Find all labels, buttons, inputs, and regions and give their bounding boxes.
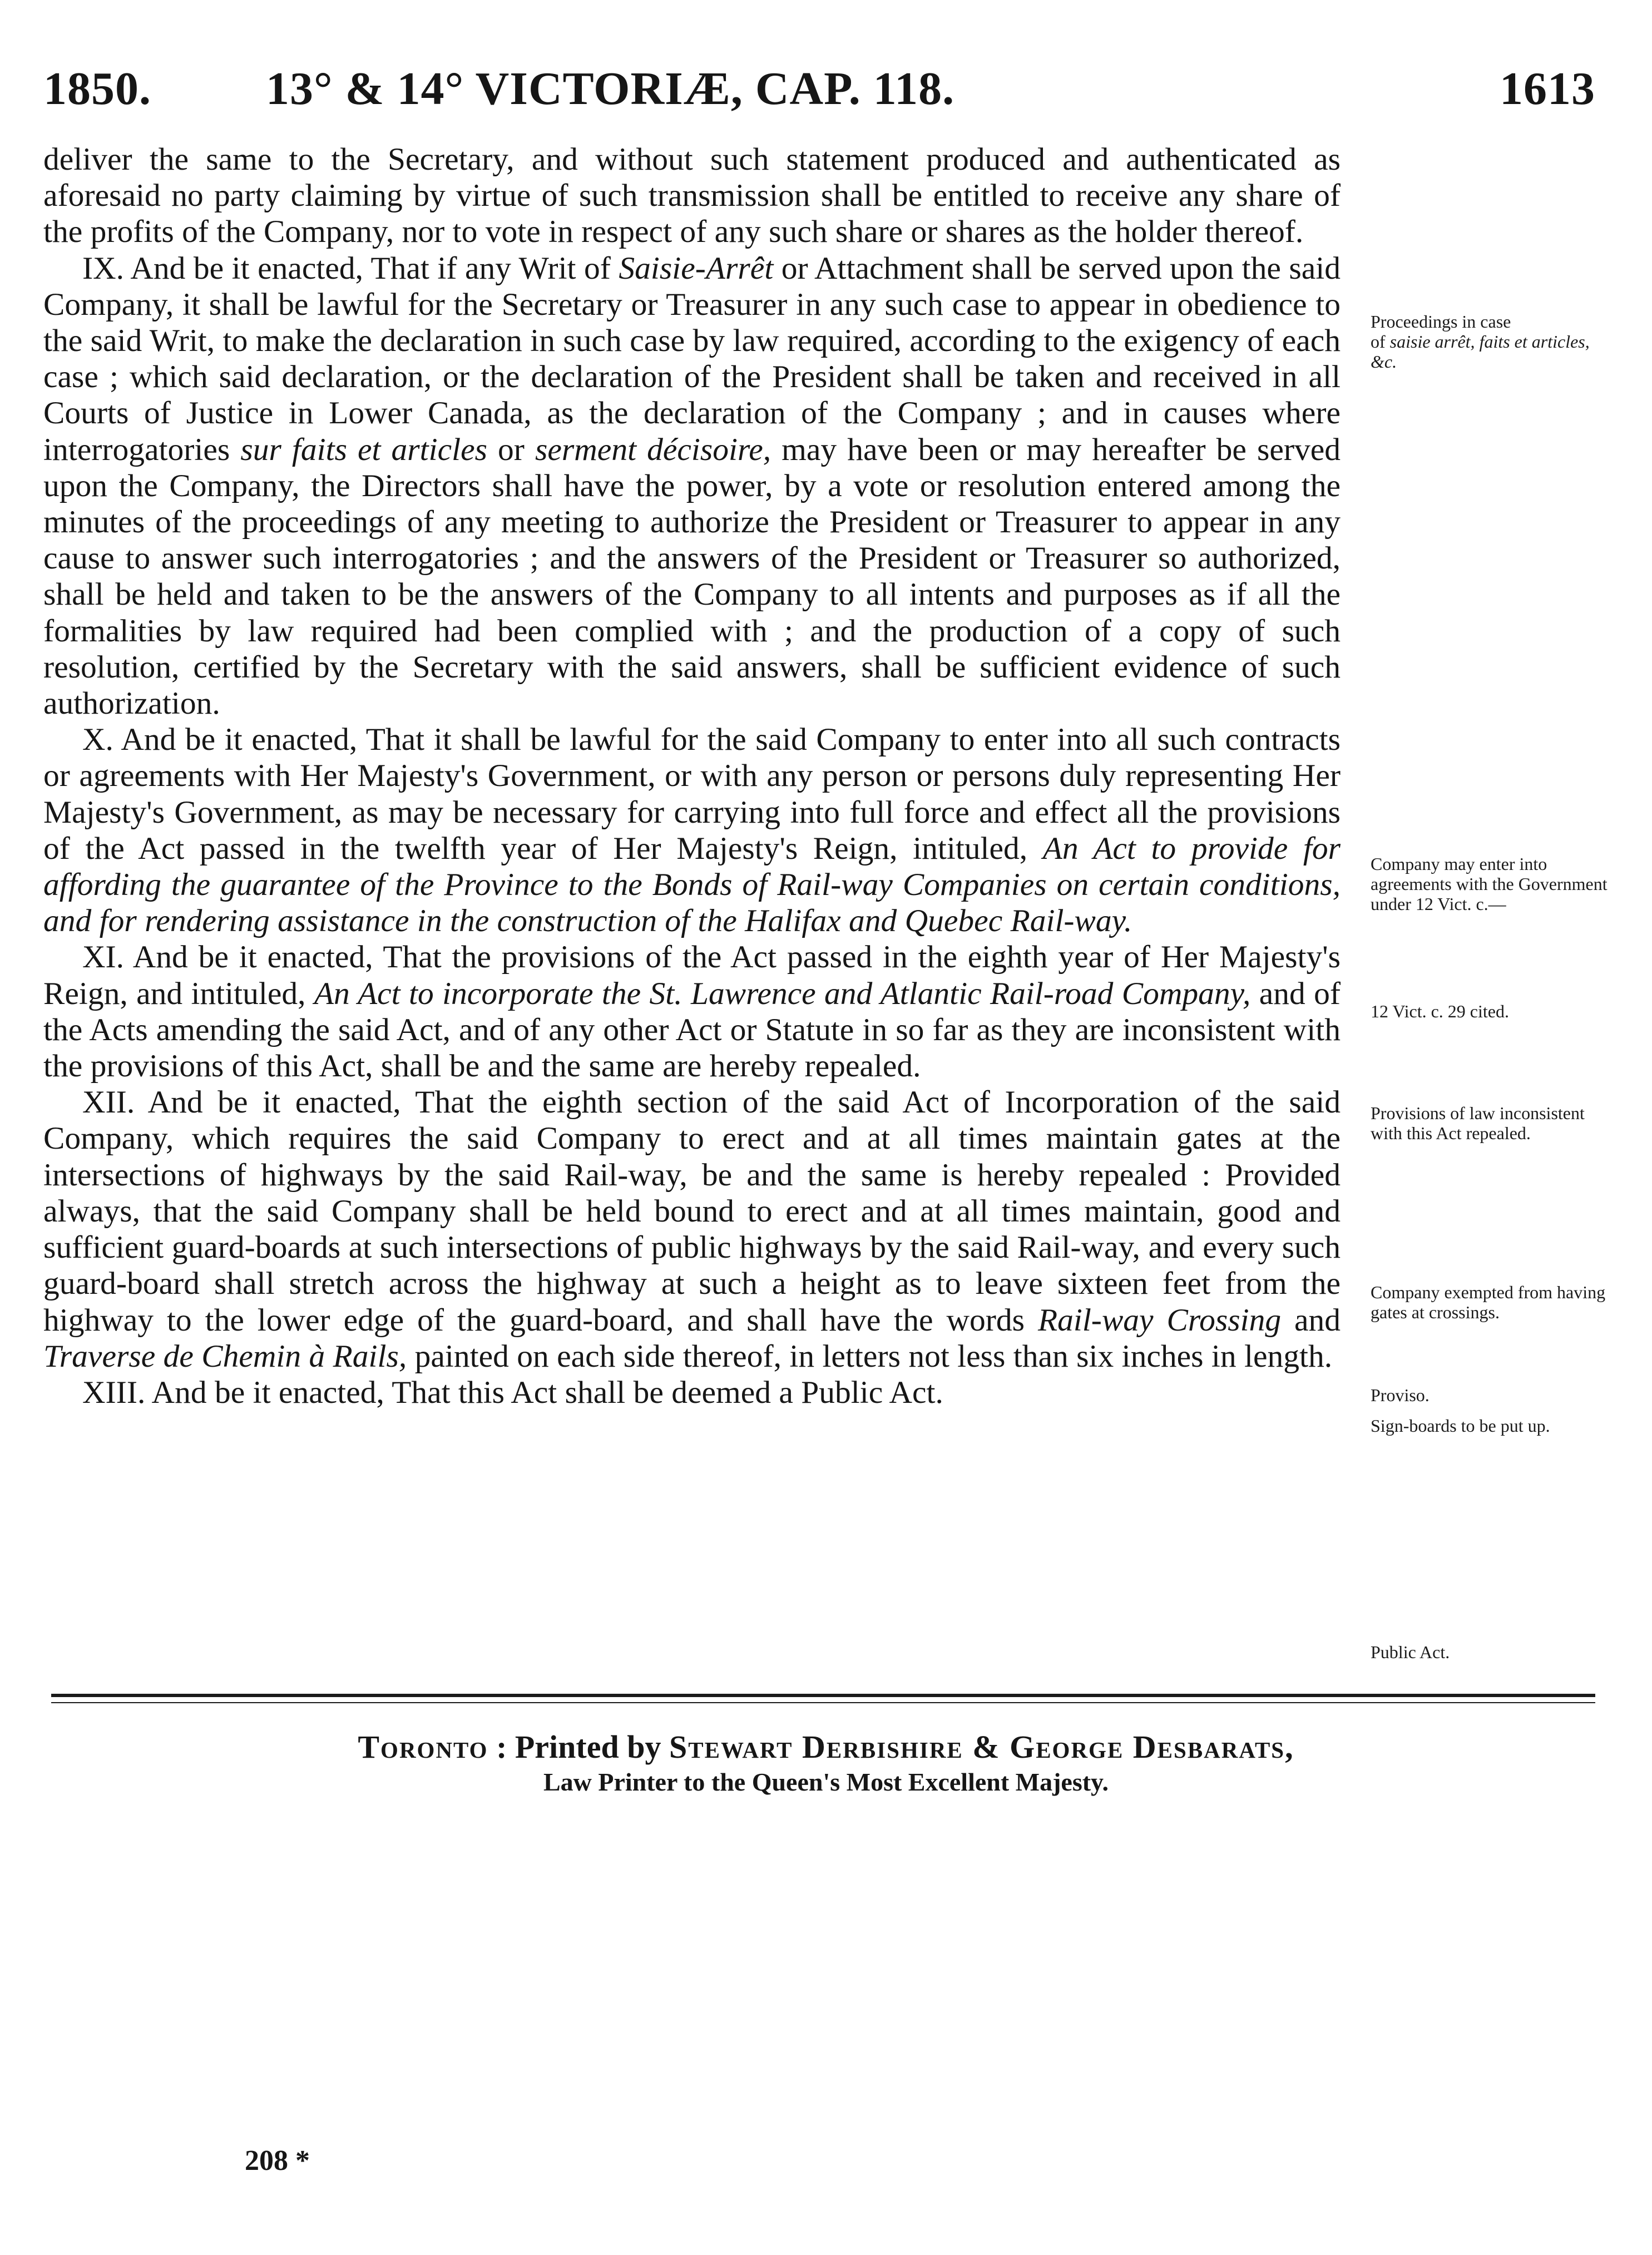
section-text: And be it enacted, That the provisions of the Act passed in the eighth year of Her Majesty's Reign, and intituled, bbox=[43, 939, 1341, 1011]
section-number: XII. bbox=[82, 1085, 135, 1120]
section-text: may have been or may hereafter be served upon the Company, the Directors shall have the power, by a vote or resolution entered among the minutes of the proceedings of any meeting to authorize the President or Treasurer to appear in any cause to answer such interrogatories ; and the answers of the President or Treasurer so authorized, shall be held and taken to be the answers of the Company to all intents and purposes as if all the formalities by law required had been complied with ; and the production of a copy of such resolution, certified by the Secretary with the said answers, shall be sufficient evidence of such authorization. bbox=[43, 432, 1341, 721]
running-head bbox=[43, 62, 1595, 116]
margin-note-proceedings bbox=[1371, 311, 1610, 372]
italic-term: Traverse de Chemin à Rails, bbox=[43, 1338, 407, 1374]
divider-rule-thick bbox=[51, 1694, 1595, 1697]
act-title: An Act to incorporate the St. Lawrence and Atlantic Rail-road Company, bbox=[314, 976, 1251, 1011]
section-text: And be it enacted, That it shall be lawful for the said Company to enter into all such contracts or agreements with Her Majesty's Government, or with any person or persons duly representing Her Majesty's Government, as may be necessary for carrying into full force and effect all the provisions of the Act passed in the twelfth year of Her Majesty's Reign, intituled, bbox=[43, 722, 1341, 866]
header-title: 13° & 14° VICTORIÆ, CAP. 118. bbox=[266, 63, 955, 115]
margin-note-cited: 12 Vict. c. 29 cited. bbox=[1371, 1001, 1509, 1021]
act-title: An Act to provide for affording the guarantee of the Province to the Bonds of Rail-way Companies on certain conditions, and for rendering assistance in the construction of the Halifax and Quebec Rail-way. bbox=[43, 830, 1341, 939]
section-number: XI. bbox=[82, 939, 125, 975]
signature-mark: 208 * bbox=[245, 2145, 310, 2177]
page-number: 1613 bbox=[1500, 63, 1595, 115]
section-text: and of the Acts amending the said Act, and of any other Act or Statute in so far as they are inconsistent with the provisions of this Act, shall be and the same are hereby repealed. bbox=[43, 976, 1341, 1084]
section-text: And be it enacted, That this Act shall be deemed a Public Act. bbox=[151, 1374, 943, 1410]
section-xii bbox=[43, 1084, 1341, 1374]
header-year: 1850. bbox=[43, 63, 151, 115]
margin-note-public-act: Public Act. bbox=[1371, 1642, 1450, 1662]
imprint-line bbox=[0, 1729, 1652, 1766]
imprint-subline: Law Printer to the Queen's Most Excellent Majesty. bbox=[543, 1768, 1109, 1796]
italic-term: Saisie-Arrêt bbox=[619, 250, 774, 286]
section-x bbox=[43, 721, 1341, 939]
section-text: And be it enacted, That the eighth section of the said Act of Incorporation of the said Company, which requires the said Company to erect and at all times maintain gates at the intersections of highways by the said Rail-way, be and the same is hereby repealed : Provided always, that the said Company shall be held bound to erect and at all times maintain, good and sufficient guard-boards at such intersections of public highways by the said Rail-way, and every such guard-board shall stretch across the highway at such a height as to leave sixteen feet from the highway to the lower edge of the guard-board, and shall have the words bbox=[43, 1085, 1341, 1338]
section-xi bbox=[43, 939, 1341, 1084]
italic-term: sur faits et articles bbox=[240, 432, 487, 467]
note-italic: saisie arrêt, faits et articles, &c. bbox=[1371, 332, 1590, 372]
section-text: or bbox=[498, 432, 525, 467]
margin-note-agreements: Company may enter into agreements with the Government under 12 Vict. c.— bbox=[1371, 854, 1608, 914]
margin-note-signboards: Sign-boards to be put up. bbox=[1371, 1416, 1550, 1436]
section-xiii bbox=[43, 1374, 1341, 1411]
imprint-city: Toronto bbox=[358, 1729, 488, 1765]
section-ix bbox=[43, 250, 1341, 722]
note-text: of bbox=[1371, 332, 1386, 352]
continued-paragraph: deliver the same to the Secretary, and without such statement produced and authenticated as aforesaid no party claiming by virtue of such transmission shall be entitled to receive any share of the profits of the Company, nor to vote in respect of any such share or shares as the holder thereof. bbox=[43, 142, 1341, 250]
section-text: And be it enacted, That if any Writ of bbox=[130, 250, 611, 286]
divider-rule-thin bbox=[51, 1702, 1595, 1703]
note-text: Proceedings in case bbox=[1371, 311, 1511, 332]
imprint-text: : Printed by bbox=[488, 1729, 669, 1765]
imprint-printers: Stewart Derbishire & George Desbarats, bbox=[669, 1729, 1294, 1765]
margin-note-proviso: Proviso. bbox=[1371, 1385, 1430, 1405]
italic-term: Rail-way Crossing bbox=[1037, 1302, 1282, 1338]
italic-term: serment décisoire, bbox=[535, 432, 771, 467]
statute-text bbox=[43, 141, 1341, 1411]
section-number: X. bbox=[82, 722, 113, 758]
section-number: IX. bbox=[82, 250, 125, 286]
section-text: or Attachment shall be served upon the said Company, it shall be lawful for the Secretary or Treasurer in any such case to appear in obedience to the said Writ, to make the declaration in such case by law required, according to the exigency of each case ; which said declaration, or the declaration of the President shall be taken and received in all Courts of Justice in Lower Canada, as the declaration of the Company ; and in causes where interrogatories bbox=[43, 250, 1341, 467]
margin-note-gates: Company exempted from having gates at crossings. bbox=[1371, 1282, 1606, 1322]
section-text: painted on each side thereof, in letters not less than six inches in length. bbox=[414, 1338, 1333, 1374]
section-text: and bbox=[1294, 1302, 1341, 1338]
section-number: XIII. bbox=[82, 1374, 146, 1410]
margin-note-repealed: Provisions of law inconsistent with this Act repealed. bbox=[1371, 1103, 1585, 1143]
